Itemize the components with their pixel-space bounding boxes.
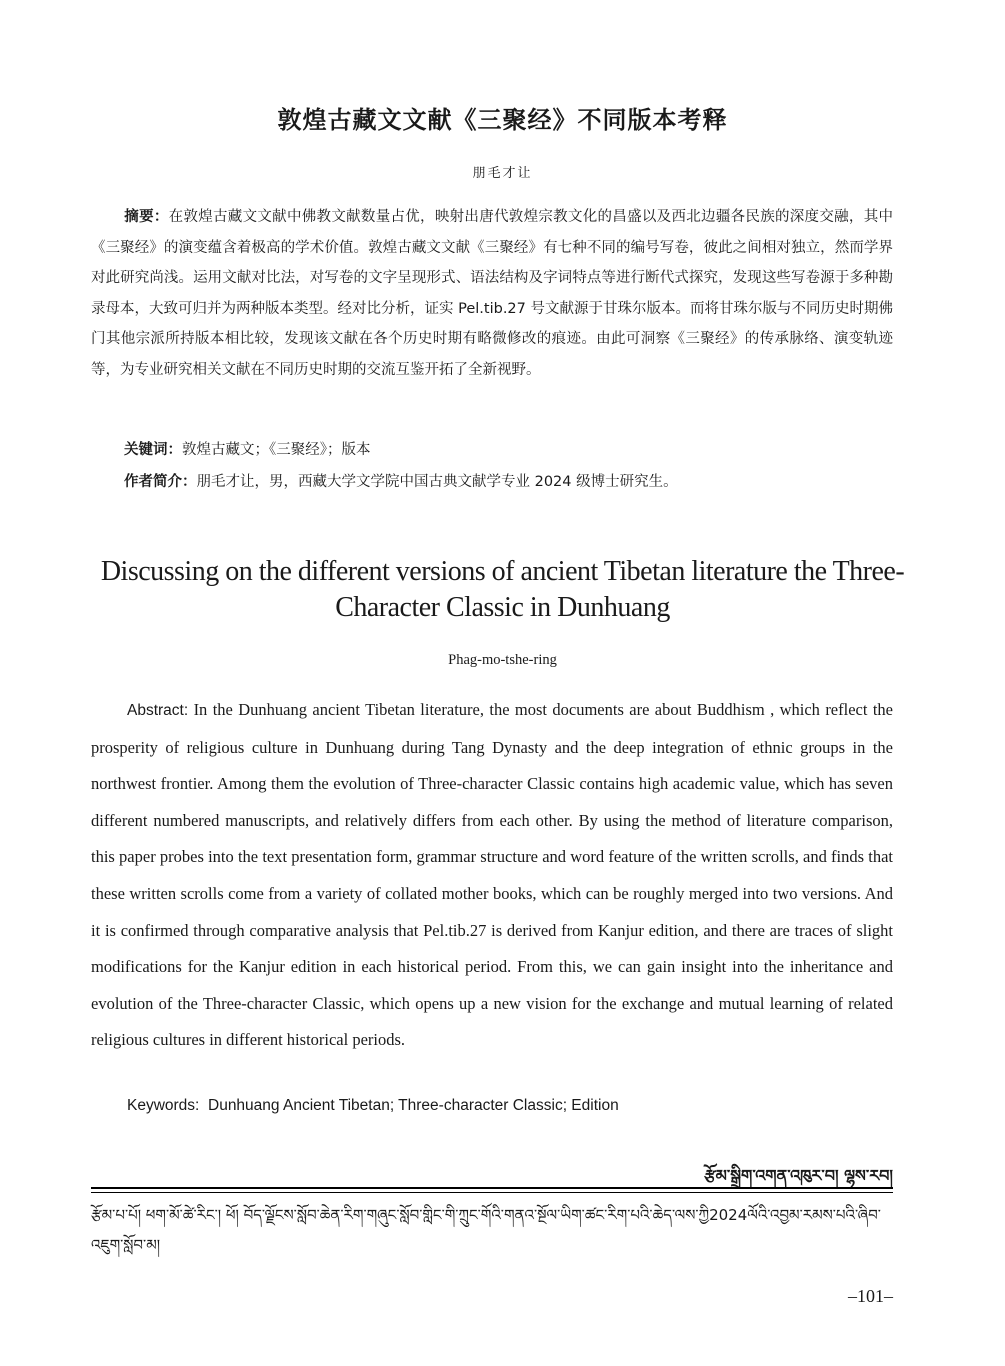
footer-rule-thin [91,1192,893,1193]
english-keywords-text: Dunhuang Ancient Tibetan; Three-character Classic; Edition [208,1097,619,1114]
chinese-keywords [124,435,894,465]
chinese-author-intro-label: 作者简介： [124,474,197,490]
english-abstract-text: In the Dunhuang ancient Tibetan literature, the most documents are about Buddhism , which reflect the prosperity of religious culture in Dunhuang during Tang Dynasty and the deep integration of ethnic groups in the northwest frontier. Among them the evolution of Three-character Classic contains high academic value, which has seven different numbered manuscripts, and relatively differs from each other. By using the method of literature comparison, this paper probes into the text presentation form, grammar structure and word feature of the written scrolls, and finds that these written scrolls come from a variety of collated mother books, which can be roughly merged into two versions. And it is confirmed through comparative analysis that Pel.tib.27 is derived from Kanjur edition, and there are traces of slight modifications for the Kanjur edition in each historical period. From this, we can gain insight into the inheritance and evolution of the Three-character Classic, which opens up a new vision for the exchange and mutual learning of related religious cultures in different historical periods. [91,700,893,1050]
english-author: Phag-mo-tshe-ring [448,652,557,668]
english-abstract [91,692,893,1059]
chinese-abstract [91,202,893,385]
chinese-abstract-text: 在敦煌古藏文文献中佛教文献数量占优，映射出唐代敦煌宗教文化的昌盛以及西北边疆各民族的深度交融，其中《三聚经》的演变蕴含着极高的学术价值。敦煌古藏文文献《三聚经》有七种不同的编号写卷，彼此之间相对独立，然而学界对此研究尚浅。运用文献对比法，对写卷的文字呈现形式、语法结构及字词特点等进行断代式探究，发现这些写卷源于多种勘录母本，大致可归并为两种版本类型。经对比分析，证实 Pel.tib.27 号文献源于甘珠尔版本。而将甘珠尔版与不同历史时期佛门其他宗派所持版本相比较，发现该文献在各个历史时期有略微修改的痕迹。由此可洞察《三聚经》的传承脉络、演变轨迹等，为专业研究相关文献在不同历史时期的交流互鉴开拓了全新视野。 [91,209,893,378]
footer-rule-thick [91,1187,893,1189]
chinese-author-intro [124,467,894,497]
english-keywords [127,1097,897,1115]
chinese-keywords-label: 关键词： [124,442,182,458]
english-title: Discussing on the different versions of ancient Tibetan literature the Three-Character Classic in Dunhuang [100,556,905,623]
chinese-author-intro-text: 朋毛才让，男，西藏大学文学院中国古典文献学专业 2024 级博士研究生。 [196,474,678,490]
chinese-abstract-label: 摘要： [124,209,169,225]
chinese-keywords-text: 敦煌古藏文；《三聚经》；版本 [182,442,371,458]
tibetan-editor-line: རྩོམ་སྒྲིག་འགན་འཁུར་བ། ལྷས་རབ། [704,1166,893,1185]
chinese-title: 敦煌古藏文文献《三聚经》不同版本考释 [277,105,728,134]
english-abstract-label: Abstract: [127,702,189,719]
page-number: –101– [848,1286,893,1306]
chinese-author: 朋毛才让 [472,166,533,181]
english-keywords-label: Keywords: [127,1097,200,1114]
tibetan-author-note: རྩོམ་པ་པོ། ཕག་མོ་ཚེ་རིང་། ཕོ། བོད་ལྗོངས་སློབ་ཆེན་རིག་གཞུང་སློབ་གླིང་གི་ཀྲུང་གོའི་གནའ་སྔོལ་ཡིག་ཚང་རིག་པའི་ཆེད་ལས་ཀྱི2024ལོའི་འབྱམ་རམས་པའི་ཞིབ་འཇུག་སློབ་མ། [91,1206,881,1254]
